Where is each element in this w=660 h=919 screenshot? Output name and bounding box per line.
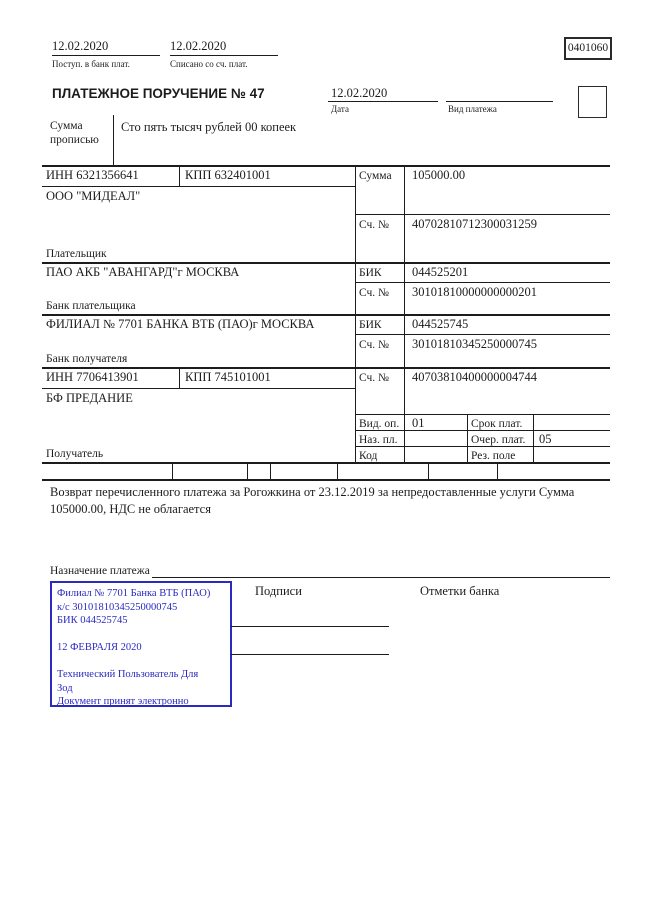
- payee-bank-bik-label: БИК: [359, 319, 382, 331]
- taxrow-divider-5: [428, 462, 429, 479]
- stamp-line: БИК 044525745: [57, 615, 128, 626]
- code-label: Код: [359, 450, 378, 462]
- payee-bank-account: 30101810345250000745: [412, 337, 537, 351]
- signature-line-2: [231, 654, 389, 655]
- label-column-right-line: [404, 165, 405, 462]
- payee-name: БФ ПРЕДАНИЕ: [46, 391, 133, 405]
- bank-stamp: [50, 581, 232, 707]
- payerbank-bik-underline: [355, 282, 610, 283]
- payee-section-label: Получатель: [46, 448, 104, 460]
- payer-inn-underline: [42, 186, 355, 187]
- payment-purpose-text: Возврат перечисленного платежа за Рогожкина от 23.12.2019 за непредоставленные услуги Сумма 105000.00, НДС не облагается: [50, 485, 575, 516]
- sum-label: Сумма: [359, 170, 392, 182]
- priority-label: Очер. плат.: [471, 434, 526, 446]
- payee-account: 40703810400000004744: [412, 370, 537, 384]
- sum-value: 105000.00: [412, 168, 466, 182]
- payer-bank-acc-label: Сч. №: [359, 287, 390, 299]
- taxrow-divider-3: [270, 462, 271, 479]
- table-line-payeebank-bottom: [42, 367, 610, 369]
- received-in-bank-label: Поступ. в банк плат.: [52, 59, 130, 69]
- payer-bank-bik-label: БИК: [359, 267, 382, 279]
- res-field-label: Рез. поле: [471, 450, 516, 462]
- form-code-box: 0401060: [564, 37, 612, 60]
- page-title: ПЛАТЕЖНОЕ ПОРУЧЕНИЕ № 47: [52, 86, 265, 101]
- signatures-label: Подписи: [255, 584, 302, 598]
- payer-kpp: КПП 632401001: [185, 168, 271, 182]
- debited-date-underline: [170, 55, 278, 56]
- stamp-line: [57, 628, 225, 642]
- amount-words-divider: [113, 115, 114, 165]
- amount-words-value: Сто пять тысяч рублей 00 копеек: [121, 120, 297, 134]
- payee-bank-section-label: Банк получателя: [46, 353, 128, 365]
- small-table-divider-2: [533, 414, 534, 462]
- stamp-line: Документ принят электронно: [57, 696, 189, 707]
- payer-inn: ИНН 6321356641: [46, 168, 139, 182]
- payee-acc-label: Сч. №: [359, 372, 390, 384]
- date-underline: [328, 101, 438, 102]
- received-in-bank-date: 12.02.2020: [52, 39, 109, 53]
- table-line-taxrow-bottom: [42, 479, 610, 481]
- payeebank-bik-underline: [355, 334, 610, 335]
- stamp-line: Технический Пользователь Для: [57, 669, 199, 680]
- signature-line-1: [231, 626, 389, 627]
- payee-acc-underline: [355, 414, 610, 415]
- payee-bank-bik: 044525745: [412, 317, 469, 331]
- payer-bank-section-label: Банк плательщика: [46, 300, 136, 312]
- stamp-line: Филиал № 7701 Банка ВТБ (ПАО): [57, 588, 211, 599]
- priority-value: 05: [539, 432, 552, 446]
- sum-row-underline: [355, 214, 610, 215]
- payment-kind-label: Вид платежа: [448, 104, 497, 114]
- payee-kpp: КПП 745101001: [185, 370, 271, 384]
- payer-bank-bik: 044525201: [412, 265, 469, 279]
- payer-bank-name: ПАО АКБ "АВАНГАРД"г МОСКВА: [46, 265, 240, 279]
- received-date-underline: [52, 55, 160, 56]
- date-label: Дата: [331, 104, 349, 114]
- taxrow-divider-2: [247, 462, 248, 479]
- payer-section-label: Плательщик: [46, 248, 107, 260]
- stamp-line: 12 ФЕВРАЛЯ 2020: [57, 642, 142, 653]
- payment-kind-underline: [446, 101, 553, 102]
- status-box: [578, 86, 607, 118]
- payer-inn-kpp-divider: [179, 165, 180, 186]
- stamp-line: к/с 30101810345250000745: [57, 601, 178, 613]
- taxrow-divider-6: [497, 462, 498, 479]
- table-line-payer-bottom: [42, 262, 610, 264]
- payer-name: ООО "МИДЕАЛ": [46, 189, 141, 203]
- label-column-left-line: [355, 165, 356, 462]
- document-date: 12.02.2020: [331, 86, 388, 100]
- payer-account: 40702810712300031259: [412, 217, 537, 231]
- small-table-divider-1: [467, 414, 468, 462]
- debited-date: 12.02.2020: [170, 39, 227, 53]
- table-line-payerbank-bottom: [42, 314, 610, 316]
- payee-bank-acc-label: Сч. №: [359, 339, 390, 351]
- table-line-payee-bottom: [42, 462, 610, 464]
- pay-purpose-code-label: Наз. пл.: [359, 434, 398, 446]
- debited-label: Списано со сч. плат.: [170, 59, 248, 69]
- payer-bank-account: 30101810000000000201: [412, 285, 537, 299]
- payee-inn-kpp-divider: [179, 367, 180, 388]
- amount-words-label: Сумма прописью: [50, 120, 99, 146]
- stamp-line: Зод: [57, 682, 73, 694]
- op-type-value: 01: [412, 416, 425, 430]
- stamp-line: [57, 655, 225, 669]
- payee-inn: ИНН 7706413901: [46, 370, 139, 384]
- bank-marks-label: Отметки банка: [420, 584, 500, 598]
- taxrow-divider-4: [337, 462, 338, 479]
- purpose-underline: [152, 577, 610, 578]
- payee-bank-name: ФИЛИАЛ № 7701 БАНКА ВТБ (ПАО)г МОСКВА: [46, 317, 315, 331]
- op-type-label: Вид. оп.: [359, 418, 400, 430]
- table-line-top: [42, 165, 610, 167]
- payee-inn-underline: [42, 388, 355, 389]
- taxrow-divider-1: [172, 462, 173, 479]
- term-label: Срок плат.: [471, 418, 523, 430]
- payer-acc-label: Сч. №: [359, 219, 390, 231]
- payment-purpose-label: Назначение платежа: [50, 565, 150, 577]
